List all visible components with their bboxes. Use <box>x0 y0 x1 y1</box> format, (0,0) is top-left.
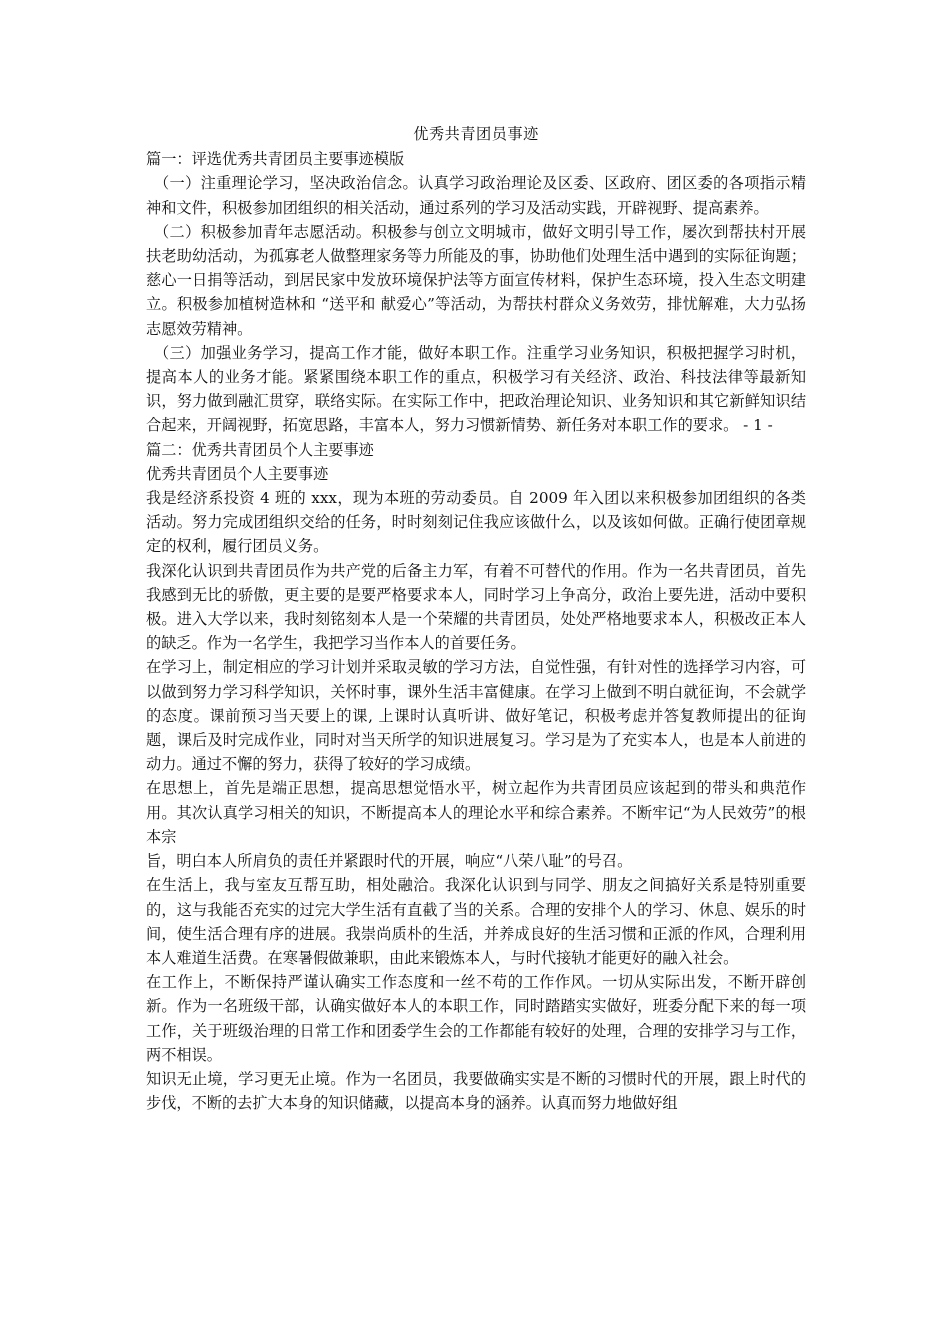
document-title: 优秀共青团员事迹 <box>413 125 539 143</box>
heading-part-one: 篇一：评选优秀共青团员主要事迹模版 <box>146 150 405 169</box>
subheading-personal-deeds: 优秀共青团员个人主要事迹 <box>146 464 329 483</box>
document-page <box>146 122 806 1115</box>
paragraph-introduction: 我是经济系投资 4 班的 xxx，现为本班的劳动委员。自 2009 年入团以来积极参加团组织的各类活动。努力完成团组织交给的任务，时时刻刻记住我应该做什么，以及该如何做。正确行使团章规定的权利，履行团员义务。 <box>146 489 806 556</box>
paragraph-knowledge: 知识无止境，学习更无止境。作为一名团员，我要做确实实是不断的习惯时代的开展，跟上时代的步伐，不断的去扩大本身的知识储藏，以提高本身的涵养。认真而努力地做好组 <box>146 1069 806 1113</box>
paragraph-thought-continued: 旨，明白本人所肩负的责任并紧跟时代的开展，响应“八荣八耻”的号召。 <box>146 852 633 871</box>
paragraph-theory-study: （一）注重理论学习，坚决政治信念。认真学习政治理论及区委、区政府、团区委的各项指示精神和文件，积极参加团组织的相关活动，通过系列的学习及活动实践，开辟视野、提高素养。 <box>146 174 806 217</box>
paragraph-awareness: 我深化认识到共青团员作为共产党的后备主力军，有着不可替代的作用。作为一名共青团员，首先我感到无比的骄傲，更主要的是要严格要求本人，同时学习上争高分，政治上要先进，活动中要积极。进入大学以来，我时刻铭刻本人是一个荣耀的共青团员，处处严格地要求本人，积极改正本人的缺乏。作为一名学生，我把学习当作本人的首要任务。 <box>146 561 806 653</box>
paragraph-volunteer: （二）积极参加青年志愿活动。积极参与创立文明城市，做好文明引导工作，屡次到帮扶村开展扶老助幼活动，为孤寡老人做整理家务等力所能及的事，协助他们处理生活中遇到的实际征询题；慈心一日捐等活动，到居民家中发放环境保护法等方面宣传材料，保护生态环境，投入生态文明建立。积极参加植树造林和 “送平和 献爱心”等活动，为帮扶村群众义务效劳，排忧解难，大力弘扬志愿效劳精神。 <box>146 222 806 338</box>
heading-part-two: 篇二：优秀共青团员个人主要事迹 <box>146 440 374 459</box>
paragraph-business-study: （三）加强业务学习，提高工作才能，做好本职工作。注重学习业务知识，积极把握学习时机，提高本人的业务才能。紧紧围绕本职工作的重点，积极学习有关经济、政治、科技法律等最新知识，努力做到融汇贯穿，联络实际。在实际工作中，把政治理论知识、业务知识和其它新鲜知识结合起来，开阔视野，拓宽思路，丰富本人，努力习惯新情势、新任务对本职工作的要求。 - 1 - <box>146 343 806 435</box>
paragraph-thought: 在思想上，首先是端正思想，提高思想觉悟水平，树立起作为共青团员应该起到的带头和典范作用。其次认真学习相关的知识，不断提高本人的理论水平和综合素养。不断牢记“为人民效劳”的根本宗 <box>146 779 806 846</box>
paragraph-work: 在工作上，不断保持严谨认确实工作态度和一丝不苟的工作作风。一切从实际出发，不断开辟创新。作为一名班级干部，认确实做好本人的本职工作，同时踏踏实实做好，班委分配下来的每一项工作，关于班级治理的日常工作和团委学生会的工作都能有较好的处理，合理的安排学习与工作，两不相误。 <box>146 973 806 1064</box>
paragraph-life: 在生活上，我与室友互帮互助，相处融洽。我深化认识到与同学、朋友之间搞好关系是特别重要的，这与我能否充实的过完大学生活有直截了当的关系。合理的安排个人的学习、休息、娱乐的时间，使生活合理有序的进展。我崇尚质朴的生活，并养成良好的生活习惯和正派的作风，合理利用本人难道生活费。在寒暑假做兼职，由此来锻炼本人，与时代接轨才能更好的融入社会。 <box>146 876 806 967</box>
paragraph-study: 在学习上，制定相应的学习计划并采取灵敏的学习方法，自觉性强，有针对性的选择学习内容，可以做到努力学习科学知识，关怀时事，课外生活丰富健康。在学习上做到不明白就征询，不会就学的态度。课前预习当天要上的课, 上课时认真听讲、做好笔记，积极考虑并答复教师提出的征询题，课后及时完成作业，同时对当天所学的知识进展复习。学习是为了充实本人，也是本人前进的动力。通过不懈的努力，获得了较好的学习成绩。 <box>146 658 806 774</box>
